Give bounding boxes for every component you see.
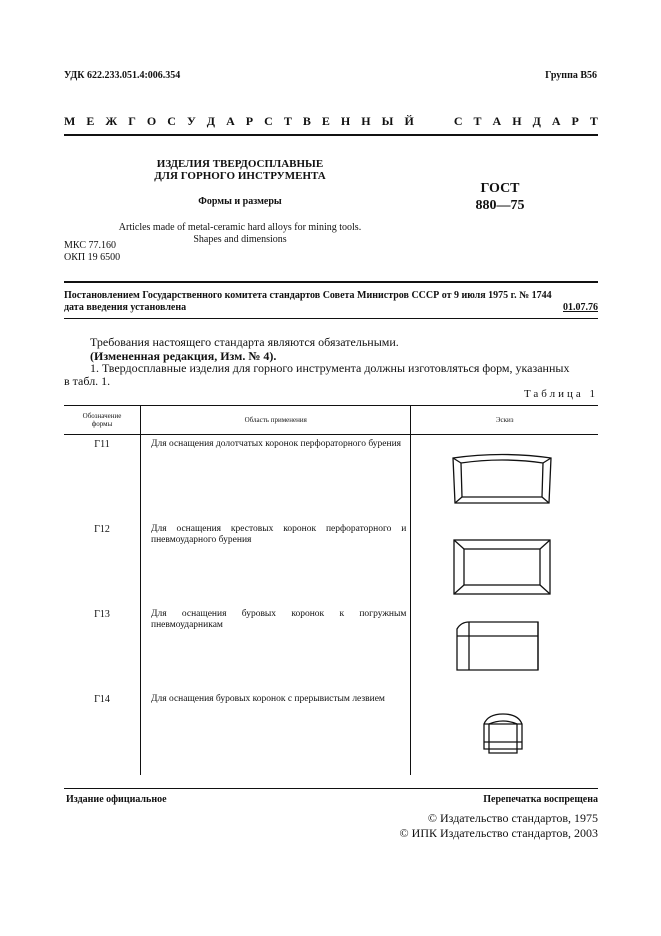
title-line-2: ДЛЯ ГОРНОГО ИНСТРУМЕНТА: [154, 170, 326, 182]
udk-code: УДК 622.233.051.4:006.354: [64, 70, 181, 81]
form-code: Г14: [94, 694, 110, 705]
form-use: Для оснащения буровых коронок к погружным пневмоударникам: [141, 605, 411, 690]
banner-letter: Д: [532, 114, 541, 128]
banner-letter: Р: [571, 114, 579, 128]
official-edition-label: Издание официальное: [66, 794, 167, 805]
decree-rule: [64, 281, 598, 283]
header-form: [64, 406, 141, 435]
banner-letter: Д: [206, 114, 216, 128]
header-sketch: Эскиз: [411, 406, 598, 435]
table-caption: Таблица 1: [523, 388, 598, 400]
effective-date: 01.07.76: [563, 302, 598, 313]
document-subtitle: Формы и размеры: [198, 196, 282, 207]
banner-letter: С: [167, 114, 176, 128]
interstate-standard-banner: [64, 114, 598, 129]
banner-letter: А: [226, 114, 235, 128]
banner-letter: Т: [283, 114, 292, 128]
english-title-line-1: Articles made of metal-ceramic hard alloys for mining tools.: [118, 222, 362, 233]
decree-block: [64, 290, 598, 314]
bevelled-rectangle-sketch-icon: [413, 524, 592, 602]
banner-letter: Н: [361, 114, 371, 128]
gost-label: ГОСТ: [480, 181, 520, 196]
okp-code: ОКП 19 6500: [64, 252, 121, 263]
decree-date-label: дата введения установлена: [64, 302, 187, 313]
form-code: Г12: [94, 524, 110, 535]
reprint-prohibited-label: Перепечатка воспрещена: [483, 794, 598, 805]
decree-text: Постановлением Государственного комитета стандартов Совета Министров СССР от 9 июля 1975 г. № 1744: [64, 290, 552, 301]
header-form-line-1: Обозначение: [82, 412, 122, 420]
form-sketch: [411, 690, 598, 775]
footer-rule: [64, 788, 598, 789]
gost-number: 880—75: [475, 198, 525, 213]
banner-letter: Р: [245, 114, 254, 128]
english-title-line-2: Shapes and dimensions: [193, 234, 287, 245]
banner-letter: С: [264, 114, 273, 128]
group-code: Группа В56: [545, 70, 597, 81]
banner-letter: У: [186, 114, 196, 128]
title-line-1: ИЗДЕЛИЯ ТВЕРДОСПЛАВНЫЕ: [156, 158, 324, 170]
banner-letter: Т: [589, 114, 598, 128]
header-form-line-2: формы: [91, 420, 113, 428]
banner-letter: Н: [512, 114, 522, 128]
paragraph-amendment: (Измененная редакция, Изм. № 4).: [90, 349, 277, 363]
form-use: Для оснащения буровых коронок с прерывистым лезвием: [141, 690, 411, 775]
decree-bottom-rule: [64, 318, 598, 319]
form-sketch: [411, 605, 598, 690]
english-title: [70, 222, 410, 246]
paragraph-1-line-2: в табл. 1.: [64, 374, 111, 388]
table-row: [64, 435, 598, 521]
form-sketch: [411, 520, 598, 605]
banner-letter: Т: [473, 114, 482, 128]
bevelled-plate-sketch-icon: [413, 439, 592, 517]
classification-codes: [64, 240, 120, 264]
banner-letter: А: [492, 114, 502, 128]
table-row: [64, 690, 598, 775]
banner-letter: Ж: [105, 114, 118, 128]
banner-letter: Й: [404, 114, 414, 128]
form-use: Для оснащения крестовых коронок перфораторного и пневмоударного бурения: [141, 520, 411, 605]
banner-letter: С: [453, 114, 463, 128]
header-use: Область применения: [141, 406, 411, 435]
copyright-1975: © Издательство стандартов, 1975: [427, 811, 598, 825]
header-rule: [64, 134, 598, 136]
prism-sketch-icon: [413, 609, 592, 687]
mks-code: МКС 77.160: [64, 240, 116, 251]
small-insert-sketch-icon: [413, 694, 592, 772]
form-code: Г13: [94, 609, 110, 620]
banner-letter: В: [302, 114, 311, 128]
banner-letter: Е: [86, 114, 95, 128]
table-header-row: [64, 406, 598, 435]
paragraph-mandatory: Требования настоящего стандарта являются обязательными.: [90, 335, 399, 349]
table-row: [64, 605, 598, 690]
table-row: [64, 520, 598, 605]
gost-designation: [440, 180, 560, 214]
banner-letter: О: [146, 114, 157, 128]
copyright-2003: © ИПК Издательство стандартов, 2003: [399, 826, 598, 840]
forms-table: [64, 405, 598, 775]
banner-letter: Е: [321, 114, 330, 128]
paragraph-1-line-1: 1. Твердосплавные изделия для горного инструмента должны изготовляться форм, указанных: [90, 361, 570, 375]
form-code: Г11: [94, 439, 110, 450]
document-title: [110, 158, 370, 182]
form-sketch: [411, 435, 598, 521]
form-use: Для оснащения долотчатых коронок перфораторного бурения: [141, 435, 411, 521]
banner-letter: Г: [128, 114, 136, 128]
banner-letter: Н: [340, 114, 351, 128]
banner-letter: М: [64, 114, 76, 128]
banner-letter: А: [551, 114, 561, 128]
banner-word-gap: [425, 114, 443, 129]
banner-letter: Ы: [381, 114, 394, 128]
